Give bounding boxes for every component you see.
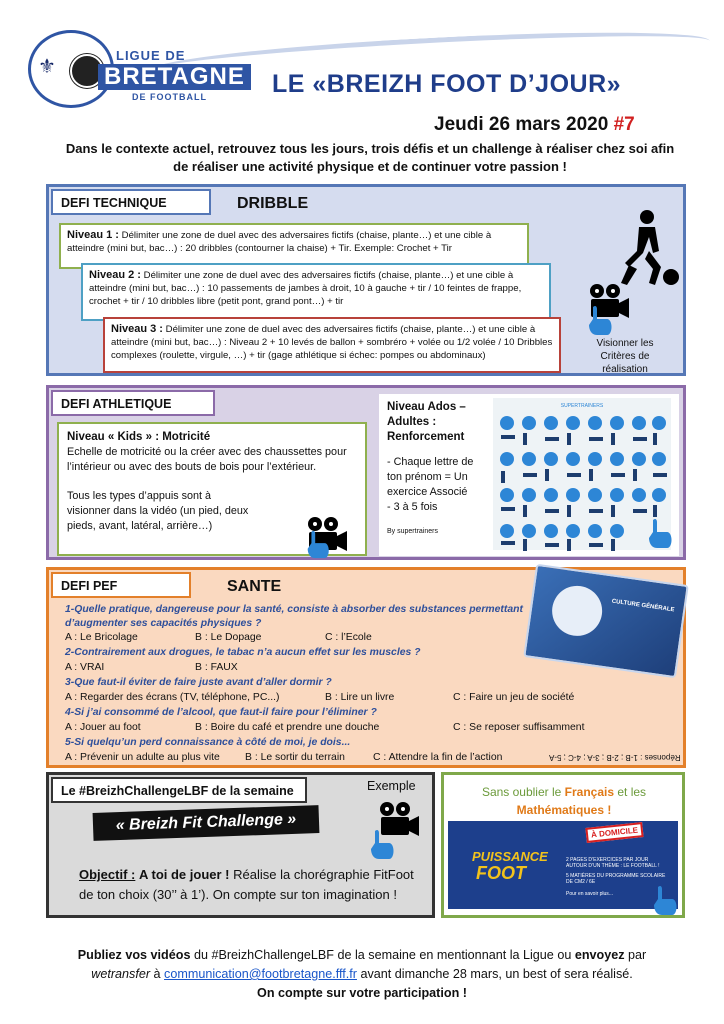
learning-panel (441, 772, 685, 918)
learning-francais: Français (564, 785, 615, 799)
learning-mid: et les (617, 785, 647, 799)
date-text: Jeudi 26 mars 2020 (434, 114, 609, 135)
quiz-book-image (523, 564, 689, 679)
level-2-label: Niveau 2 : (89, 269, 141, 281)
answer-3a: A : Regarder des écrans (TV, téléphone, PC...) (65, 692, 280, 703)
technique-tab: DEFI TECHNIQUE (51, 189, 211, 215)
level-3-label: Niveau 3 : (111, 323, 163, 335)
footer-bold-2: envoyez (574, 948, 625, 962)
level-3-box (103, 317, 561, 373)
answers-upside-down: Réponses : 1-B ; 2-B ; 3-A ; 4-C ; 5-A (549, 753, 681, 762)
video-caption: Visionner les Critères de réalisation (596, 338, 654, 375)
kids-title: Niveau « Kids » : Motricité (67, 431, 211, 443)
answer-1a: A : Le Bricolage (65, 632, 138, 643)
info-1: 2 PAGES D’EXERCICES PAR JOUR AUTOUR D’UN THÈME : LE FOOTBALL ! (566, 857, 660, 869)
footer-line-3: On compte sur votre participation ! (257, 986, 467, 1000)
logo-line2: BRETAGNE (98, 64, 251, 90)
answer-2a: A : VRAI (65, 662, 105, 673)
footer-end-2: avant dimanche 28 mars, un best of sera réalisé. (360, 967, 633, 981)
adult-title: Niveau Ados – Adultes : Renforcement (387, 401, 466, 443)
logo-line3: DE FOOTBALL (132, 92, 207, 102)
kids-text-2: Tous les types d’appuis sont à visionner dans la vidéo (un pied, deux pieds, avant, latéral, arrière…) (67, 490, 249, 532)
athletique-panel (46, 385, 686, 560)
stamp: À DOMICILE (585, 822, 643, 843)
challenge-tab: Le #BreizhChallengeLBF de la semaine (51, 777, 307, 803)
adult-box (379, 394, 679, 556)
pointing-hand-icon (585, 305, 615, 337)
dribbling-player-icon (609, 207, 685, 291)
answer-5c: C : Attendre la fin de l’action (373, 752, 503, 763)
footer-italic: wetransfer (91, 967, 151, 981)
learning-pre: Sans oublier le (481, 785, 562, 799)
poster-title: SUPERTRAINERS (560, 403, 604, 409)
info-2: 5 MATIÈRES DU PROGRAMME SCOLAIRE DE CM2 / 6E (566, 873, 666, 885)
issue-number: #7 (613, 114, 635, 135)
answer-3b: B : Lire un livre (325, 692, 395, 703)
footer (40, 946, 684, 1003)
answer-1b: B : Le Dopage (195, 632, 262, 643)
footer-line-2 (40, 965, 684, 984)
pef-panel (46, 567, 686, 768)
puissance-logo-1: PUISSANCE (472, 849, 548, 864)
answer-5b: B : Le sortir du terrain (245, 752, 345, 763)
learning-text (464, 783, 664, 819)
question-2: 2-Contrairement aux drogues, le tabac n’a aucun effet sur les muscles ? (65, 647, 421, 658)
logo-line1: LIGUE DE (116, 48, 186, 63)
pef-heading: SANTE (227, 578, 282, 595)
footer-line-1 (40, 946, 684, 965)
footer-bold-1: Publiez vos vidéos (77, 948, 191, 962)
ermine-icon: ⚜ (38, 54, 56, 78)
puissance-logo-2: FOOT (476, 863, 526, 883)
answer-4b: B : Boire du café et prendre une douche (195, 722, 380, 733)
footer-a: à (153, 967, 161, 981)
question-3: 3-Que faut-il éviter de faire juste avant d’aller dormir ? (65, 677, 332, 688)
challenge-panel (46, 772, 435, 918)
answer-3c: C : Faire un jeu de société (453, 692, 575, 703)
more-link[interactable]: Pour en savoir plus... (566, 891, 613, 897)
level-2-text: Délimiter une zone de duel avec des adversaires fictifs (chaise, plante…) et une cible à atteindre (mini but, bac…) : 10 passements de jambes à droit, 10 à gauche + tir / 10 feintes de frappe, crochet + tir / 10 dribbles libre (petit pont, grand pont…) + tir (89, 270, 522, 307)
technique-heading: DRIBBLE (237, 195, 309, 212)
intro-text: Dans le contexte actuel, retrouvez tous les jours, trois défis et un challenge à réaliser chez soi afin de réaliser une activité physique et de continuer votre passion ! (65, 141, 675, 174)
adult-reps: - 3 à 5 fois (387, 501, 438, 513)
objective-text (79, 865, 427, 905)
book-text: CULTURE GÉNÉRALE (611, 598, 675, 614)
adult-text: - Chaque lettre de ton prénom = Un exercice Associé (387, 456, 474, 498)
pointing-hand-icon[interactable] (645, 518, 675, 550)
footer-end-1: par (628, 948, 647, 962)
book-emblem (549, 583, 605, 639)
question-4: 4-Si j’ai consommé de l’alcool, que faut-il faire pour l’éliminer ? (65, 707, 377, 718)
page-title: LE «BREIZH FOOT D’JOUR» (272, 70, 622, 98)
answer-2b: B : FAUX (195, 662, 238, 673)
challenge-banner: « Breizh Fit Challenge » (93, 805, 320, 841)
pef-tab: DEFI PEF (51, 572, 191, 598)
level-2-box (81, 263, 551, 321)
pointing-hand-icon (367, 829, 397, 861)
email-link[interactable]: communication@footbretagne.fff.fr (164, 967, 357, 981)
athletique-tab: DEFI ATHLETIQUE (51, 390, 215, 416)
league-logo (28, 30, 245, 108)
objective-body: Réalise la chorégraphie FitFoot de ton choix (30’’ à 1’). On compte sur ton imagination ! (79, 867, 414, 902)
level-1-label: Niveau 1 : (67, 229, 119, 241)
answer-5a: A : Prévenir un adulte au plus vite (65, 752, 220, 763)
question-5: 5-Si quelqu’un perd connaissance à côté de moi, je dois... (65, 737, 351, 748)
puissance-foot-banner (448, 821, 678, 909)
date-line (434, 114, 635, 136)
kids-box (57, 422, 367, 556)
question-1: 1-Quelle pratique, dangereuse pour la santé, consiste à absorber des substances permettant d’augmenter ses capacités physiques ? (65, 604, 523, 629)
objective-bold: A toi de jouer ! (138, 867, 230, 882)
answer-4a: A : Jouer au foot (65, 722, 141, 733)
learning-maths: Mathématiques ! (516, 803, 612, 817)
example-label: Exemple (367, 779, 416, 793)
kids-text-1: Echelle de motricité ou la créer avec des chaussettes pour l’intérieur ou avec des bouts de bois pour l’extérieur. (67, 446, 347, 473)
answer-4c: C : Se reposer suffisamment (453, 722, 585, 733)
pointing-hand-icon[interactable] (650, 885, 680, 917)
technique-panel (46, 184, 686, 376)
footer-mid-1: du #BreizhChallengeLBF de la semaine en mentionnant la Ligue ou (193, 948, 572, 962)
level-3-text: Délimiter une zone de duel avec des adversaires fictifs (chaise, plante…) et une cible à atteindre (mini but, bac…) : Niveau 2 + 10 levés de ballon + sombréro + volée ou 1/2 volée / 10 Dribbles complexes (roulette, virgule, …) + tir (gage athlétique si échec: pompes ou abdominaux) (111, 324, 553, 361)
credit: By supertrainers (387, 528, 438, 535)
level-1-text: Délimiter une zone de duel avec des adversaires fictifs (chaise, plante…) et une cible à atteindre (mini but, bac…) : 20 dribbles (contourner la chaise) + Tir. Exemple: Crochet + Tir (67, 230, 492, 254)
pointing-hand-icon (303, 530, 333, 560)
answer-1c: C : l’Ecole (325, 632, 372, 643)
objective-label: Objectif : (79, 867, 136, 882)
